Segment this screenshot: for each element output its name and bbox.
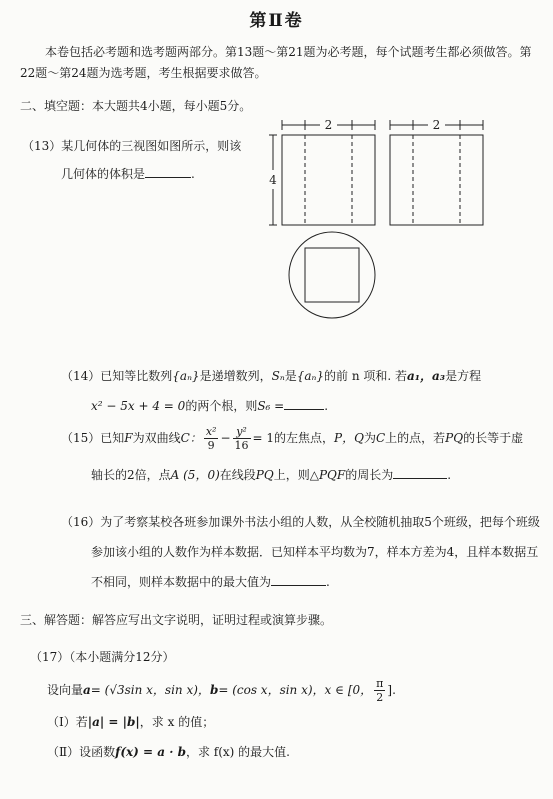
front-view-rect (282, 135, 375, 225)
q13-line1: （13）某几何体的三视图如图所示，则该 (22, 139, 242, 153)
dim-label-front: 2 (324, 118, 333, 132)
q16-line2: 参加该小组的人数作为样本数据．已知样本平均数为7，样本方差为4，且样本数据互 (91, 545, 539, 559)
dim-label-side: 2 (432, 118, 441, 132)
q13-line2: 几何体的体积是 . (61, 167, 195, 181)
q16-line1: （16）为了考察某校各班参加课外书法小组的人数，从全校随机抽取5个班级，把每个班级 (61, 515, 540, 529)
section-fill-in-heading: 二、填空题：本大题共4小题，每小题5分。 (20, 99, 252, 113)
top-view-square (305, 248, 359, 302)
section-solve-heading: 三、解答题：解答应写出文字说明，证明过程或演算步骤。 (20, 613, 333, 627)
q17-line1: 设向量a= (√3sin x，sin x)，b= (cos x，sin x)，x ∈ [0， $\frac{\pi}{2}$ ]. (47, 677, 396, 704)
q17-part2: （Ⅱ）设函数f(x) = a · b，求 f(x) 的最大值. (47, 745, 290, 759)
answer-blank[interactable] (284, 408, 324, 410)
page-title: 第Ⅱ卷 (249, 11, 304, 31)
fraction-y2-16: $\frac{\text{y²}}{16}$ (234, 425, 249, 452)
q15-line2: 轴长的2倍，点A (5，0)在线段PQ上，则△PQF的周长为 . (91, 468, 452, 482)
fraction-pi-2: $\frac{\pi}{2}$ (376, 677, 384, 704)
answer-blank[interactable] (145, 176, 191, 178)
q13-text: 几何体的体积是 (61, 167, 146, 181)
q14-line2: x² − 5x + 4 = 0的两个根，则S₆ = . (91, 399, 329, 413)
fraction-x2-9: $\frac{\text{x²}}{9}$ (205, 425, 217, 452)
q14-line1: （14）已知等比数列{aₙ}是递增数列，Sₙ是{aₙ}的前 n 项和. 若a₁，a₃是方程 (61, 369, 482, 383)
dim-label-height: 4 (269, 173, 277, 187)
q15-line1: （15）已知F为双曲线C： $\frac{\text{x²}}{9}$ − $\frac{\text{y²}}{16}$ = 1的左焦点，P，Q为C上的点，若PQ的长等于虚 (61, 425, 524, 452)
three-view-diagram (255, 115, 500, 325)
top-view-circle (289, 232, 375, 318)
q16-line3: 不相同，则样本数据中的最大值为 . (91, 575, 330, 589)
answer-blank[interactable] (271, 584, 326, 586)
answer-blank[interactable] (393, 477, 447, 479)
side-view-rect (390, 135, 483, 225)
intro-paragraph: 本卷包括必考题和选考题两部分。第13题～第21题为必考题，每个试题考生都必须做答。第22题～第24题为选考题，考生根据要求做答。 (20, 45, 532, 80)
q17-header: （17）（本小题满分12分） (30, 650, 175, 664)
q17-part1: （Ⅰ）若|a| = |b|，求 x 的值； (47, 715, 215, 729)
